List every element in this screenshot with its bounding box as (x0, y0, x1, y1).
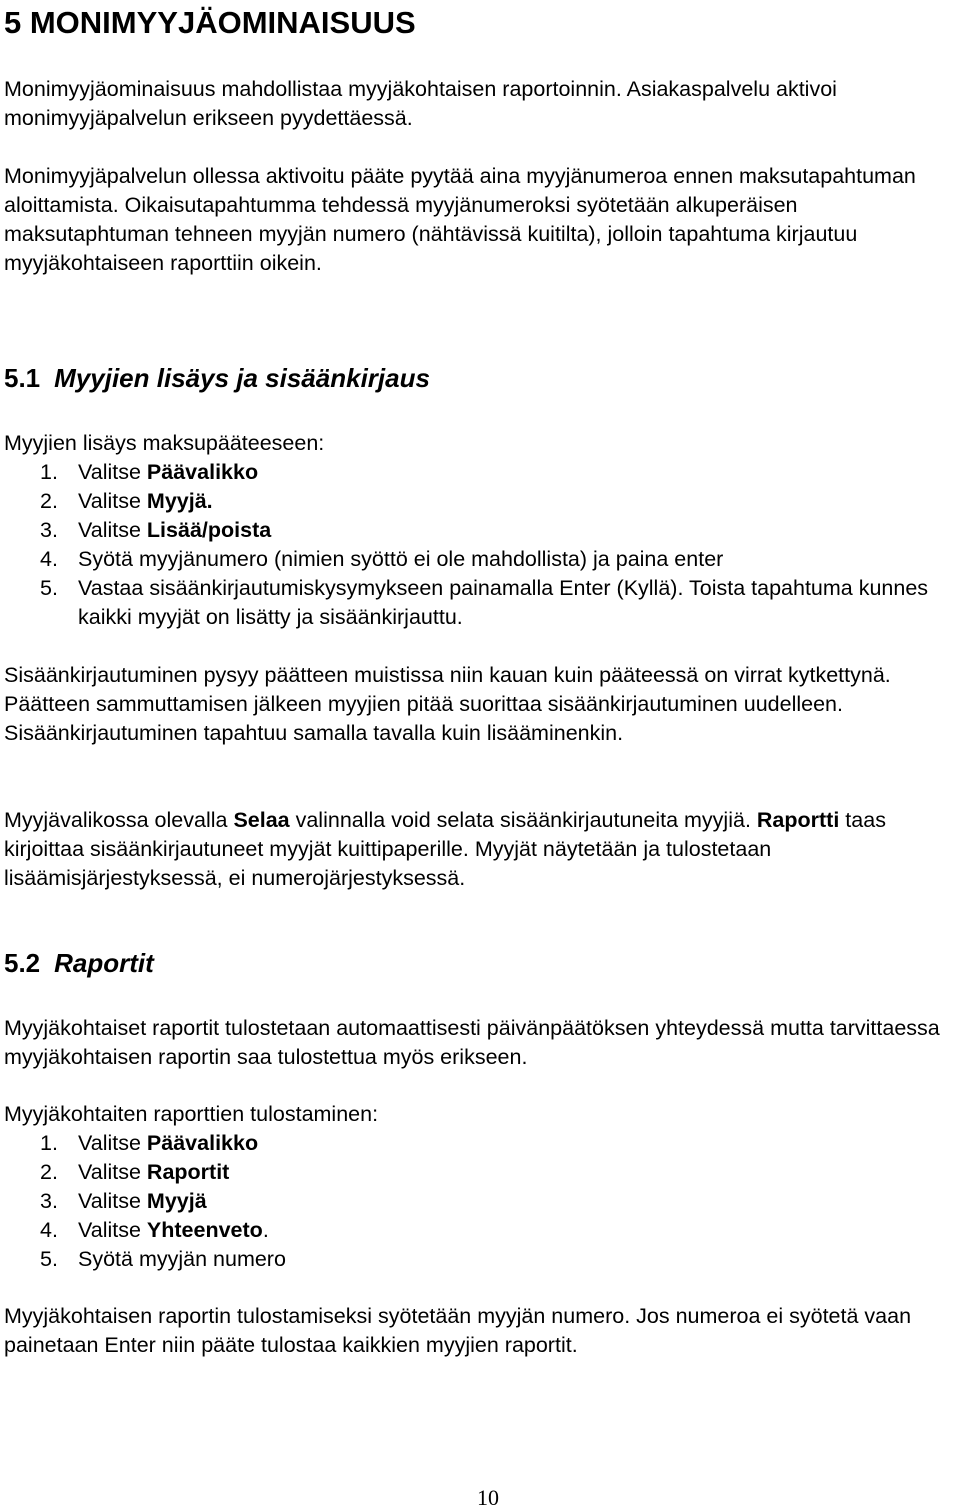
list-item: 2. Valitse Raportit (40, 1160, 230, 1184)
section-5-2-title: Raportit (54, 948, 154, 978)
menu-term: Päävalikko (146, 460, 259, 484)
intro-paragraph-2: Monimyyjäpalvelun ollessa aktivoitu pääte pyytää aina myyjänumeroa ennen maksutapahtuman aloittamista. Oikaisutapahtumma tehdessä myyjänumeroksi syötetään alkuperäisen maksutaphtuman tehneen myyjän numero (nähtävissä kuitilta), jolloin tapahtuma kirjautuu myyjäkohtaiseen raporttiin oikein. (4, 164, 916, 275)
list-item: 5. Vastaa sisäänkirjautumiskysymykseen painamalla Enter (Kyllä). Toista tapahtuma kunnes kaikki myyjät on lisätty ja sisäänkirjauttu. (40, 576, 929, 629)
menu-term: Lisää/poista (146, 518, 272, 542)
list-item: 3. Valitse Lisää/poista (40, 518, 272, 542)
section-5-1-title: Myyjien lisäys ja sisäänkirjaus (54, 363, 430, 393)
browse-paragraph: Myyjävalikossa olevalla Selaa valinnalla void selata sisäänkirjautuneita myyjiä. Raportti taas kirjoittaa sisäänkirjautuneet myyjät kuittipaperille. Myyjät näytetään ja tulostetaan lisäämisjärjestyksessä, ei numerojärjestyksessä. (4, 808, 886, 890)
section-5-1-number: 5.1 (4, 363, 41, 393)
section-5-1-lead: Myyjien lisäys maksupääteeseen: (4, 431, 325, 455)
menu-term: Myyjä. (146, 489, 213, 513)
list-item: 4. Syötä myyjänumero (nimien syöttö ei ole mahdollista) ja paina enter (40, 547, 724, 571)
menu-term: Yhteenveto (146, 1218, 263, 1242)
section-5-1-heading (4, 361, 430, 395)
reports-paragraph-2: Myyjäkohtaisen raportin tulostamiseksi syötetään myyjän numero. Jos numeroa ei syötetä vaan painetaan Enter niin pääte tulostaa kaikkien myyjien raportit. (4, 1304, 912, 1357)
chapter-heading: 5 MONIMYYJÄOMINAISUUS (4, 5, 416, 40)
page-number: 10 (477, 1485, 499, 1510)
list-item: 1. Valitse Päävalikko (40, 1131, 259, 1155)
section-5-2-lead: Myyjäkohtaiten raporttien tulostaminen: (4, 1102, 379, 1126)
login-paragraph: Sisäänkirjautuminen pysyy päätteen muistissa niin kauan kuin pääteessä on virrat kytkettynä. Päätteen sammuttamisen jälkeen myyjien pitää suorittaa sisäänkirjautuminen uudelleen. Sisäänkirjautuminen tapahtuu samalla tavalla kuin lisääminenkin. (4, 663, 891, 745)
list-item: 1. Valitse Päävalikko (40, 460, 259, 484)
list-item: 5. Syötä myyjän numero (40, 1247, 286, 1271)
menu-term: Raportit (146, 1160, 230, 1184)
intro-paragraph-1: Monimyyjäominaisuus mahdollistaa myyjäkohtaisen raportoinnin. Asiakaspalvelu aktivoi monimyyjäpalvelun erikseen pyydettäessä. (4, 77, 837, 130)
reports-paragraph-1: Myyjäkohtaiset raportit tulostetaan automaattisesti päivänpäätöksen yhteydessä mutta tarvittaessa myyjäkohtaisen raportin saa tulostettua myös erikseen. (4, 1016, 940, 1069)
section-5-2-number: 5.2 (4, 948, 41, 978)
section-5-2-heading (4, 946, 154, 980)
list-item: 3. Valitse Myyjä (40, 1189, 207, 1213)
list-item: 4. Valitse Yhteenveto. (40, 1218, 269, 1242)
menu-term: Raportti (756, 808, 840, 832)
report-print-steps (40, 1129, 940, 1274)
list-item: 2. Valitse Myyjä. (40, 489, 213, 513)
menu-term: Myyjä (146, 1189, 207, 1213)
menu-term: Selaa (233, 808, 290, 832)
seller-add-steps (40, 458, 940, 632)
menu-term: Päävalikko (146, 1131, 259, 1155)
